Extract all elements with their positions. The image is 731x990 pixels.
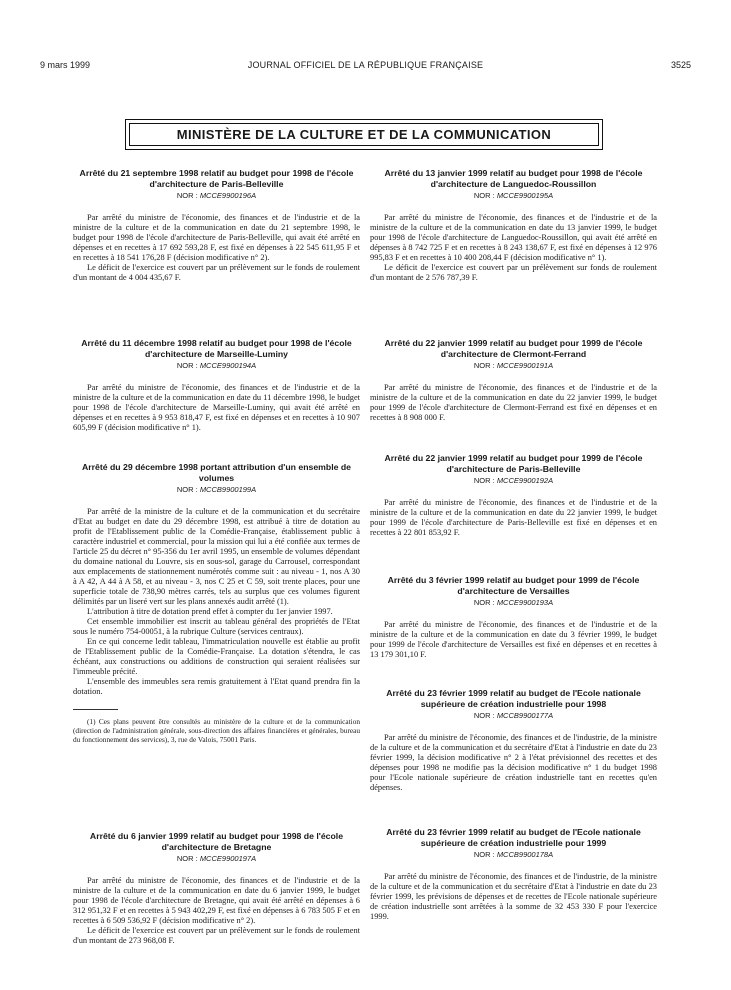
nor-label: NOR : <box>176 361 198 370</box>
nor-label: NOR : <box>473 361 495 370</box>
page-header <box>40 60 691 74</box>
article-paragraph: Le déficit de l'exercice est couvert par un prélèvement sur le fonds de roulement d'un montant de 4 004 435,67 F. <box>73 263 360 282</box>
article-paragraph: Par arrêté du ministre de l'économie, des finances et de l'industrie, de la ministre de la culture et de la communication et du secrétaire d'Etat à l'industrie en date du 23 février 1999, les prévisions de dépenses et de recettes de l'Ecole nationale supérieure de création industrielle sont arrêtées à la somme de 32 453 330 F pour l'exercice 1999. <box>370 872 657 921</box>
article-ensci-1999 <box>370 827 657 922</box>
nor-code: MCCE9900193A <box>496 598 554 607</box>
article-paragraph: Par arrêté du ministre de l'économie, des finances et de l'industrie et de la ministre de la culture et de la communication en date du 21 septembre 1998, le budget pour 1998 de l'école d'architecture de Paris-Belleville, qui avait été arrêté en dépenses et en recettes à 17 692 593,28 F, est fixé en dépenses à 22 545 611,95 F et en recettes à 18 541 176,28 F (décision modificative n° 2). <box>73 213 360 262</box>
article-ensci-1998 <box>370 688 657 827</box>
article-title: Arrêté du 3 février 1999 relatif au budget pour 1999 de l'école d'architecture de Versailles <box>387 575 640 596</box>
article-clermont-ferrand-1999 <box>370 338 657 453</box>
article-paragraph: L'attribution à titre de dotation prend effet à compter du 1er janvier 1997. <box>87 607 333 616</box>
article-attribution-volumes <box>73 462 360 831</box>
article-nor <box>73 361 360 371</box>
nor-code: MCCE9900196A <box>199 191 257 200</box>
nor-label: NOR : <box>473 598 495 607</box>
article-paragraph: Cet ensemble immobilier est inscrit au tableau général des propriétés de l'Etat sous le numéro 754-00051, à la rubrique Culture (services centraux). <box>73 617 360 636</box>
nor-code: MCCE9900194A <box>199 361 257 370</box>
nor-code: MCCB9900177A <box>496 711 554 720</box>
article-nor <box>370 711 657 721</box>
nor-code: MCCE9900191A <box>496 361 554 370</box>
article-title: Arrêté du 23 février 1999 relatif au budget de l'Ecole nationale supérieure de création industrielle pour 1998 <box>386 688 641 709</box>
ministry-title: MINISTÈRE DE LA CULTURE ET DE LA COMMUNICATION <box>129 123 599 146</box>
article-nor <box>370 598 657 608</box>
article-nor <box>370 361 657 371</box>
article-paragraph: Par arrêté du ministre de l'économie, des finances et de l'industrie et de la ministre de la culture et de la communication en date du 22 janvier 1999, le budget pour 1999 de l'école d'architecture de Paris-Belleville est fixé en dépenses et en recettes à 22 801 853,92 F. <box>370 498 657 537</box>
article-paragraph: L'ensemble des immeubles sera remis gratuitement à l'Etat quand prendra fin la dotation. <box>73 677 360 696</box>
nor-label: NOR : <box>176 191 198 200</box>
nor-code: MCCB9900199A <box>199 485 257 494</box>
article-versailles-1999 <box>370 575 657 688</box>
article-title: Arrêté du 22 janvier 1999 relatif au budget pour 1999 de l'école d'architecture de Paris-Belleville <box>384 453 643 474</box>
header-date: 9 mars 1999 <box>40 60 91 70</box>
left-column <box>73 168 360 946</box>
article-paragraph: Le déficit de l'exercice est couvert par un prélèvement sur le fonds de roulement d'un montant de 273 968,08 F. <box>73 926 360 945</box>
header-page-number: 3525 <box>670 60 691 70</box>
article-paragraph: Par arrêté du ministre de l'économie, des finances et de l'industrie et de la ministre de la culture et de la communication en date du 22 janvier 1999, le budget pour 1999 de l'école d'architecture de Clermont-Ferrand est fixé en dépenses et en recettes à 8 908 000 F. <box>370 383 657 422</box>
article-paragraph: Par arrêté du ministre de l'économie, des finances et de l'industrie et de la ministre de la culture et de la communication en date du 13 janvier 1999, le budget pour 1998 de l'école d'architecture de Languedoc-Roussillon, qui avait été arrêté en dépenses à 8 742 725 F et en recettes à 8 243 138,67 F, est fixé en dépenses à 12 976 995,83 F et en recettes à 10 400 208,44 F (décision modificative n° 1). <box>370 213 657 262</box>
nor-code: MCCE9900195A <box>496 191 554 200</box>
right-column <box>370 168 657 922</box>
nor-code: MCCE9900197A <box>199 854 257 863</box>
article-paragraph: Par arrêté du ministre de l'économie, des finances et de l'industrie et de la ministre de la culture et de la communication en date du 3 février 1999, le budget pour 1999 de l'école d'architecture de Versailles est fixé en dépenses et en recettes à 13 179 301,10 F. <box>370 620 657 659</box>
article-paris-belleville-1999 <box>370 453 657 575</box>
nor-label: NOR : <box>473 850 495 859</box>
nor-code: MCCB9900178A <box>496 850 554 859</box>
nor-label: NOR : <box>473 711 495 720</box>
article-paragraph: Par arrêté de la ministre de la culture et de la communication et du secrétaire d'Etat au budget en date du 29 décembre 1998, est attribué à titre de dotation au profit de l'Etablissement public de la Comédie-Française, établissement public à caractère industriel et commercial, pour la mission qui lui a été confiée aux termes de l'article 25 du décret n° 95-356 du 1er avril 1995, un ensemble de volumes dépendant du domaine national du Louvre, sis en sous-sol, garage du Carrousel, correspondant aux emplacements de stationnement numérotés comme suit : au niveau - 1, nos A 30 à A 42, A 44 à A 58, et au niveau - 3, nos C 25 et C 59, soit trente places, pour une superficie totale de 738,90 mètres carrés, tels au surplus que ces volumes figurent délimités par un liseré vert sur les plans annexés audit arrêté (1). <box>73 507 360 606</box>
article-title: Arrêté du 6 janvier 1999 relatif au budget pour 1998 de l'école d'architecture de Bretagne <box>89 831 344 852</box>
nor-label: NOR : <box>176 854 198 863</box>
article-paragraph: Le déficit de l'exercice est couvert par un prélèvement sur fonds de roulement d'un montant de 2 576 787,39 F. <box>370 263 657 282</box>
article-nor <box>370 850 657 860</box>
article-paris-belleville-1998 <box>73 168 360 338</box>
nor-label: NOR : <box>176 485 198 494</box>
article-nor <box>73 191 360 201</box>
nor-label: NOR : <box>473 476 495 485</box>
header-journal-title: JOURNAL OFFICIEL DE LA RÉPUBLIQUE FRANÇAISE <box>247 60 484 70</box>
article-title: Arrêté du 23 février 1999 relatif au budget de l'Ecole nationale supérieure de création industrielle pour 1999 <box>386 827 641 848</box>
article-marseille-luminy-1998 <box>73 338 360 462</box>
article-title: Arrêté du 21 septembre 1998 relatif au budget pour 1998 de l'école d'architecture de Paris-Belleville <box>79 168 354 189</box>
article-paragraph: Par arrêté du ministre de l'économie, des finances et de l'industrie, de la ministre de la culture et de la communication et du secrétaire d'Etat à l'industrie en date du 23 février 1999, la décision modificative n° 2 à l'état prévisionnel des recettes et des dépenses pour 1998 ne modifie pas la décision modificative n° 1 du budget 1998 pour l'Ecole nationale supérieure de création industrielle tant en recettes qu'en dépenses. <box>370 733 657 792</box>
article-nor <box>370 476 657 486</box>
article-nor <box>73 854 360 864</box>
footnote-divider <box>73 709 118 710</box>
article-nor <box>73 485 360 495</box>
nor-code: MCCE9900192A <box>496 476 554 485</box>
article-paragraph: Par arrêté du ministre de l'économie, des finances et de l'industrie et de la ministre de la culture et de la communication en date du 6 janvier 1999, le budget pour 1998 de l'école d'architecture de Bretagne, qui avait été arrêté en dépenses à 6 312 951,32 F et en recettes à 5 943 402,29 F, est fixé en dépenses à 6 783 505 F et en recettes à 6 509 536,92 F (décision modificative n° 2). <box>73 876 360 925</box>
nor-label: NOR : <box>473 191 495 200</box>
article-title: Arrêté du 29 décembre 1998 portant attribution d'un ensemble de volumes <box>81 462 352 483</box>
ministry-box <box>125 119 603 150</box>
article-paragraph: En ce qui concerne ledit tableau, l'immatriculation nouvelle est établie au profit de l'Etablissement public de la Comédie-Française. La dotation s'étendra, le cas échéant, aux constructions ou additions de construction qui seraient réalisées sur l'immeuble précité. <box>73 637 360 676</box>
article-title: Arrêté du 22 janvier 1999 relatif au budget pour 1999 de l'école d'architecture de Clermont-Ferrand <box>384 338 643 359</box>
footnote: (1) Ces plans peuvent être consultés au ministère de la culture et de la communication (direction de l'administration générale, sous-direction des affaires financières et générales, bureau du fonctionnement des services), 3, rue de Valois, 75001 Paris. <box>73 717 360 745</box>
article-nor <box>370 191 657 201</box>
article-languedoc-roussillon-1998 <box>370 168 657 338</box>
article-bretagne-1998 <box>73 831 360 946</box>
article-title: Arrêté du 13 janvier 1999 relatif au budget pour 1998 de l'école d'architecture de Languedoc-Roussillon <box>384 168 643 189</box>
article-title: Arrêté du 11 décembre 1998 relatif au budget pour 1998 de l'école d'architecture de Marseille-Luminy <box>81 338 352 359</box>
article-paragraph: Par arrêté du ministre de l'économie, des finances et de l'industrie et de la ministre de la culture et de la communication en date du 11 décembre 1998, le budget pour 1998 de l'école d'architecture de Marseille-Luminy, qui avait été arrêté en dépenses et en recettes à 9 953 818,47 F, est fixé en dépenses et en recettes à 10 907 605,99 F (décision modificative n° 1). <box>73 383 360 432</box>
